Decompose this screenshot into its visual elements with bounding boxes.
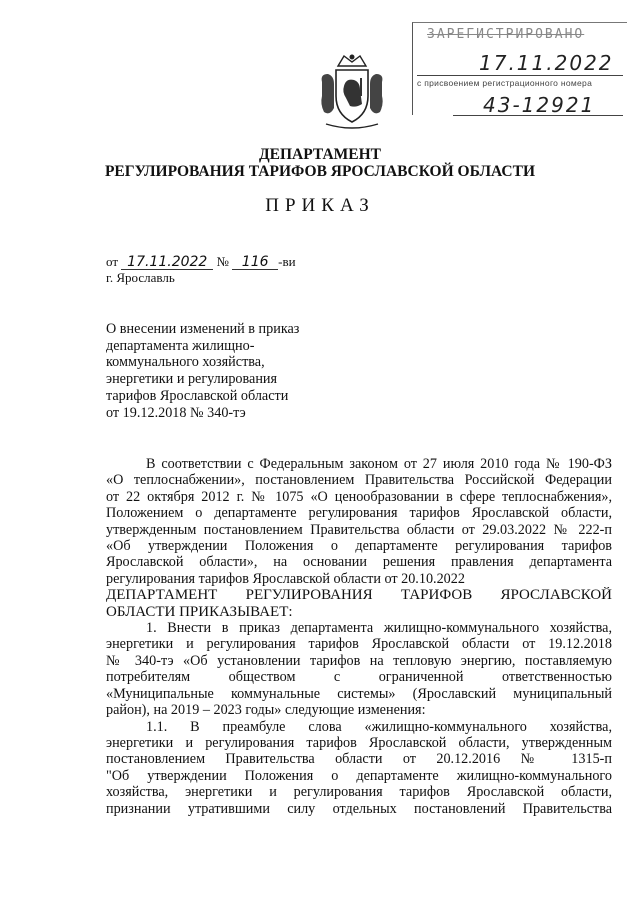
order-number: 116 <box>232 255 278 270</box>
coat-of-arms-icon <box>316 52 388 134</box>
ordering-line: ОБЛАСТИ ПРИКАЗЫВАЕТ: <box>106 603 293 620</box>
stamp-number: 43-12921 <box>483 93 596 117</box>
registration-stamp <box>412 22 627 115</box>
item-line: № 340-тэ «Об установлении тарифов на тепловую энергию, поставляемую <box>106 652 612 669</box>
item-line: «Муниципальные коммунальные системы» (Ярославский муниципальный <box>106 685 612 702</box>
item-line: 1. Внести в приказ департамента жилищно-коммунального хозяйства, <box>146 620 612 637</box>
department-subtitle: РЕГУЛИРОВАНИЯ ТАРИФОВ ЯРОСЛАВСКОЙ ОБЛАСТИ <box>104 163 536 180</box>
subject-line: департамента жилищно- <box>106 337 255 354</box>
department-title: ДЕПАРТАМЕНТ <box>258 146 382 163</box>
subitem-line: 1.1. В преамбуле слова «жилищно-коммунального хозяйства, <box>146 718 612 735</box>
order-date-number <box>106 254 296 270</box>
order-from-label: от <box>106 254 119 269</box>
item-line: энергетики и регулирования тарифов Ярославской области от 19.12.2018 <box>106 636 612 653</box>
subitem-line: хозяйства, энергетики и регулирования тарифов Ярославской области, <box>106 784 612 801</box>
body-line: «О теплоснабжении», постановлением Правительства Российской Федерации <box>106 472 612 489</box>
order-number-label: № <box>216 254 229 269</box>
stamp-caption: с присвоением регистрационного номера <box>417 78 593 88</box>
subitem-line: признании утратившими силу отдельных постановлений Правительства <box>106 800 612 817</box>
stamp-divider <box>417 75 623 76</box>
stamp-title: ЗАРЕГИСТРИРОВАНО <box>427 27 585 42</box>
order-suffix: -ви <box>278 254 296 269</box>
stamp-divider <box>453 115 623 116</box>
subject-line: энергетики и регулирования <box>106 371 278 388</box>
ordering-line: ДЕПАРТАМЕНТ РЕГУЛИРОВАНИЯ ТАРИФОВ ЯРОСЛАВСКОЙ <box>106 587 612 604</box>
body-line: утвержденным постановлением Правительства области от 29.03.2022 № 222-п <box>106 521 612 538</box>
document-type: ПРИКАЗ <box>265 195 375 216</box>
body-line: от 22 октября 2012 г. № 1075 «О ценообразовании в сфере теплоснабжения», <box>106 488 612 505</box>
body-line: В соответствии с Федеральным законом от 27 июля 2010 года № 190-ФЗ <box>146 456 612 472</box>
subject-line: О внесении изменений в приказ <box>106 321 300 337</box>
order-subject <box>106 321 346 421</box>
subitem-line: "Об утверждении Положения о департаменте жилищно-коммунального <box>106 767 612 784</box>
subitem-line: постановлением Правительства области от 20.12.2016 № 1315-п <box>106 751 612 768</box>
item-line: район), на 2019 – 2023 годы» следующие изменения: <box>106 702 426 719</box>
subitem-line: энергетики и регулирования тарифов Ярославской области, утвержденным <box>106 734 612 751</box>
body-line: Положением о департаменте регулирования тарифов Ярославской области, <box>106 505 612 522</box>
order-date: 17.11.2022 <box>121 255 213 270</box>
order-body <box>106 456 612 817</box>
item-line: потребителям обществом с ограниченной ответственностью <box>106 669 612 686</box>
subject-line: от 19.12.2018 № 340-тэ <box>106 404 246 421</box>
body-line: «Об утверждении Положения о департаменте регулирования тарифов <box>106 538 612 555</box>
stamp-date: 17.11.2022 <box>479 51 614 75</box>
subject-line: тарифов Ярославской области <box>106 387 289 404</box>
body-line: регулирования тарифов Ярославской области от 20.10.2022 <box>106 570 465 587</box>
city: г. Ярославль <box>106 270 175 285</box>
subject-line: коммунального хозяйства, <box>106 354 265 371</box>
body-line: Ярославской области», на основании решения правления департамента <box>106 554 612 571</box>
